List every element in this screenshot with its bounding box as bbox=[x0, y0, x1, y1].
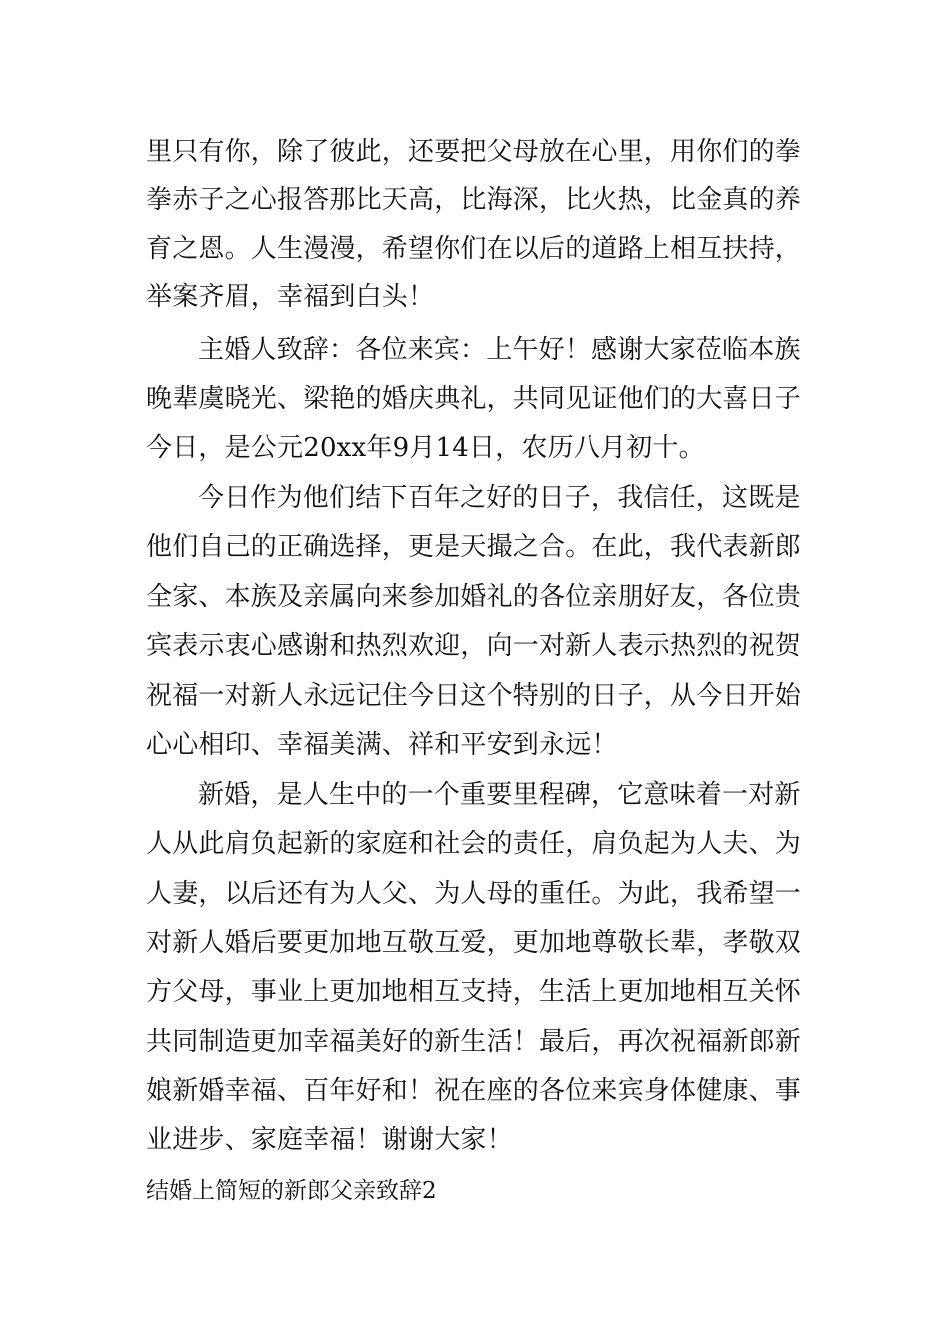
paragraph-1-line-3: 育之恩。人生漫漫，希望你们在以后的道路上相互扶持， bbox=[146, 234, 802, 264]
paragraph-3-line-2: 他们自己的正确选择，更是天撮之合。在此，我代表新郎 bbox=[146, 532, 802, 562]
paragraph-1-line-2: 拳赤子之心报答那比天高，比海深，比火热，比金真的养 bbox=[146, 185, 802, 215]
paragraph-4-line-4: 对新人婚后要更加地互敬互爱，更加地尊敬长辈，孝敬双 bbox=[146, 928, 802, 958]
paragraph-2-line-3: 今日，是公元20xx年9月14日，农历八月初十。 bbox=[146, 433, 705, 463]
paragraph-4-line-6: 共同制造更加幸福美好的新生活！最后，再次祝福新郎新 bbox=[146, 1027, 802, 1057]
paragraph-4-line-2: 人从此肩负起新的家庭和社会的责任，肩负起为人夫、为 bbox=[146, 829, 802, 859]
paragraph-3-line-6: 心心相印、幸福美满、祥和平安到永远！ bbox=[146, 730, 618, 760]
section-heading: 结婚上简短的新郎父亲致辞2 bbox=[146, 1178, 437, 1204]
paragraph-4-line-3: 人妻，以后还有为人父、为人母的重任。为此，我希望一 bbox=[146, 879, 802, 909]
paragraph-4-line-7: 娘新婚幸福、百年好和！祝在座的各位来宾身体健康、事 bbox=[146, 1076, 802, 1106]
paragraph-2-line-2: 晚辈虞晓光、梁艳的婚庆典礼，共同见证他们的大喜日子 bbox=[146, 384, 802, 414]
paragraph-3-line-5: 祝福一对新人永远记住今日这个特别的日子，从今日开始 bbox=[146, 681, 802, 711]
paragraph-4-line-1: 新婚，是人生中的一个重要里程碑，它意味着一对新 bbox=[198, 780, 801, 810]
paragraph-2-line-1: 主婚人致辞：各位来宾：上午好！感谢大家莅临本族 bbox=[198, 335, 801, 365]
paragraph-4-line-5: 方父母，事业上更加地相互支持，生活上更加地相互关怀 bbox=[146, 977, 802, 1007]
paragraph-1-line-1: 里只有你，除了彼此，还要把父母放在心里，用你们的拳 bbox=[146, 137, 802, 167]
paragraph-1-line-4: 举案齐眉，幸福到白头！ bbox=[146, 282, 435, 312]
paragraph-3-line-3: 全家、本族及亲属向来参加婚礼的各位亲朋好友，各位贵 bbox=[146, 582, 802, 612]
paragraph-3-line-1: 今日作为他们结下百年之好的日子，我信任，这既是 bbox=[198, 483, 801, 513]
paragraph-4-line-8: 业进步、家庭幸福！谢谢大家！ bbox=[146, 1125, 513, 1155]
paragraph-3-line-4: 宾表示衷心感谢和热烈欢迎，向一对新人表示热烈的祝贺 bbox=[146, 631, 802, 661]
